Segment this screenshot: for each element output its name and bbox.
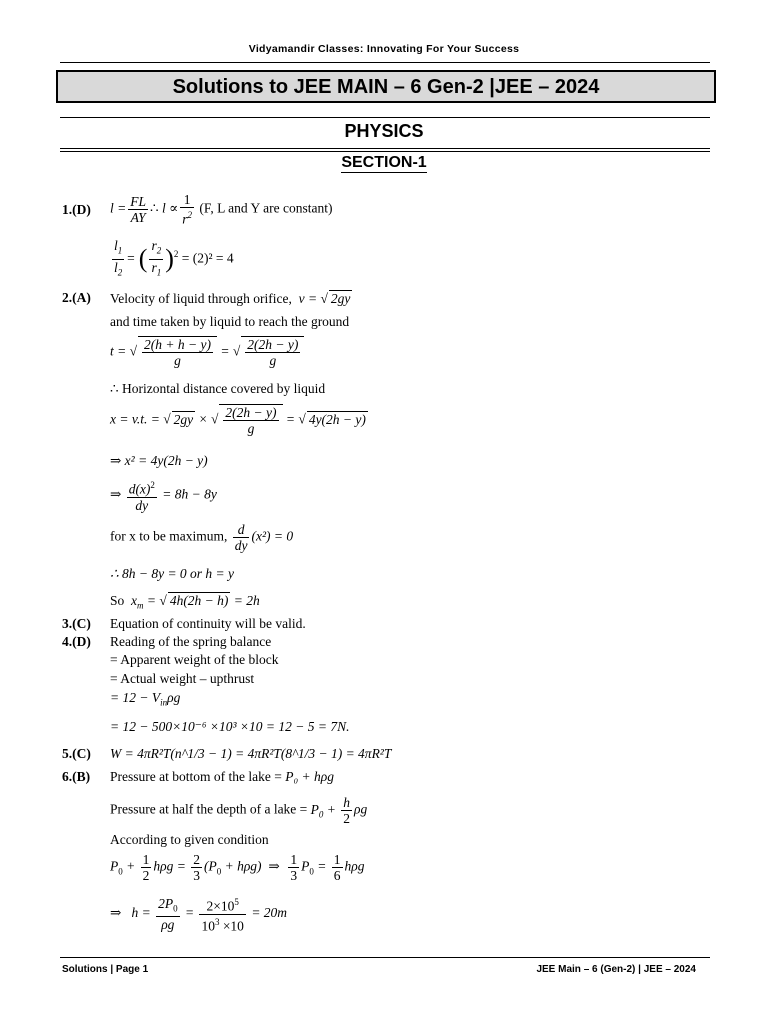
subject-rule-bottom-2 bbox=[60, 151, 710, 152]
q2-x2-eq: ⇒ x² = 4y(2h − y) bbox=[110, 453, 208, 468]
q3-label: 3.(C) bbox=[62, 616, 91, 631]
q2-so-line: So $x_m$ = √ 4h(2h − h) = 2h bbox=[110, 593, 260, 611]
subject-rule-top bbox=[60, 117, 710, 118]
q6-line2: Pressure at half the depth of a lake = $P_0$ + $\frac{h}{2}$ ρg bbox=[110, 795, 368, 826]
footer-left: Solutions | Page 1 bbox=[62, 964, 149, 975]
q6-line3: According to given condition bbox=[110, 832, 269, 847]
q5-equation: W = 4πR²T(n^1/3 − 1) = 4πR²T(8^1/3 − 1) = 4πR²T bbox=[110, 746, 392, 761]
q4-line2: = Apparent weight of the block bbox=[110, 652, 279, 667]
q2-label: 2.(A) bbox=[62, 290, 91, 305]
q1-equation: l = $\frac{FL}{AY}$ ∴ l ∝ $\frac{1}{r^2}$ (F, L and Y are constant) bbox=[110, 192, 333, 227]
q2-deriv-eq: ⇒ $\frac{d(x)^2}{dy}$ = 8h − 8y bbox=[110, 480, 217, 513]
q4-label: 4.(D) bbox=[62, 634, 91, 649]
header-rule bbox=[60, 62, 710, 63]
subject-heading: PHYSICS bbox=[344, 121, 424, 141]
q5-label: 5.(C) bbox=[62, 746, 91, 761]
q3-text: Equation of continuity will be valid. bbox=[110, 616, 306, 631]
q1-note: (F, L and Y are constant) bbox=[199, 200, 333, 216]
footer-rule bbox=[60, 957, 710, 958]
q6-condition-eq: $P_0$ + $\frac{1}{2}$ hρg = $\frac{2}{3}$ $(P_0 + h\rho g)$ ⇒ $\frac{1}{3}$ $P_0$ = $\frac{1}{6}$ hρg bbox=[110, 852, 365, 883]
q6-result-eq: ⇒ h = $\frac{2P_0}{\rho g}$ = $\frac{2\times 10^5}{10^3 \times 10}$ = 20m bbox=[110, 895, 288, 933]
footer-right: JEE Main – 6 (Gen-2) | JEE – 2024 bbox=[536, 964, 696, 975]
q2-line2: and time taken by liquid to reach the ground bbox=[110, 314, 350, 329]
subject-rule-bottom bbox=[60, 148, 710, 149]
header-tagline: Vidyamandir Classes: Innovating For Your Success bbox=[248, 43, 520, 55]
q2-max-line: for x to be maximum, $\frac{d}{dy}$ (x²) = 0 bbox=[110, 522, 294, 553]
section-heading: SECTION-1 bbox=[341, 154, 427, 171]
q1-result: = (2)² = 4 bbox=[181, 250, 234, 266]
q1-ratio: $\frac{l_1}{l_2}$ = ( $\frac{r_2}{r_1}$ )$^2$ = (2)² = 4 bbox=[114, 238, 234, 278]
page-title: Solutions to JEE MAIN – 6 Gen-2 |JEE – 2024 bbox=[56, 70, 716, 103]
q6-line1: Pressure at bottom of the lake = P₀ + hρg bbox=[110, 769, 334, 784]
q2-line3: ∴ Horizontal distance covered by liquid bbox=[110, 381, 326, 396]
q2-line1: Velocity of liquid through orifice, v = √ 2gy bbox=[110, 291, 351, 306]
q2-x-eq: x = v.t. = √ 2gy × √ $\frac{2(2h - y)}{g}$ = √ 4y(2h − y) bbox=[110, 405, 366, 436]
q4-line4: = $12 - V_{in}\rho g$ bbox=[110, 690, 181, 708]
q4-line1: Reading of the spring balance bbox=[110, 634, 272, 649]
q2-h-eq: ∴ 8h − 8y = 0 or h = y bbox=[110, 566, 235, 581]
q1-label: 1.(D) bbox=[62, 202, 91, 217]
q4-line3: = Actual weight – upthrust bbox=[110, 671, 255, 686]
q6-label: 6.(B) bbox=[62, 769, 91, 784]
q4-line5: = 12 − 500×10⁻⁶ ×10³ ×10 = 12 − 5 = 7N. bbox=[110, 719, 350, 734]
q2-time-eq: t = √ $\frac{2(h + h - y)}{g}$ = √ $\frac{2(2h - y)}{g}$ bbox=[110, 336, 304, 368]
